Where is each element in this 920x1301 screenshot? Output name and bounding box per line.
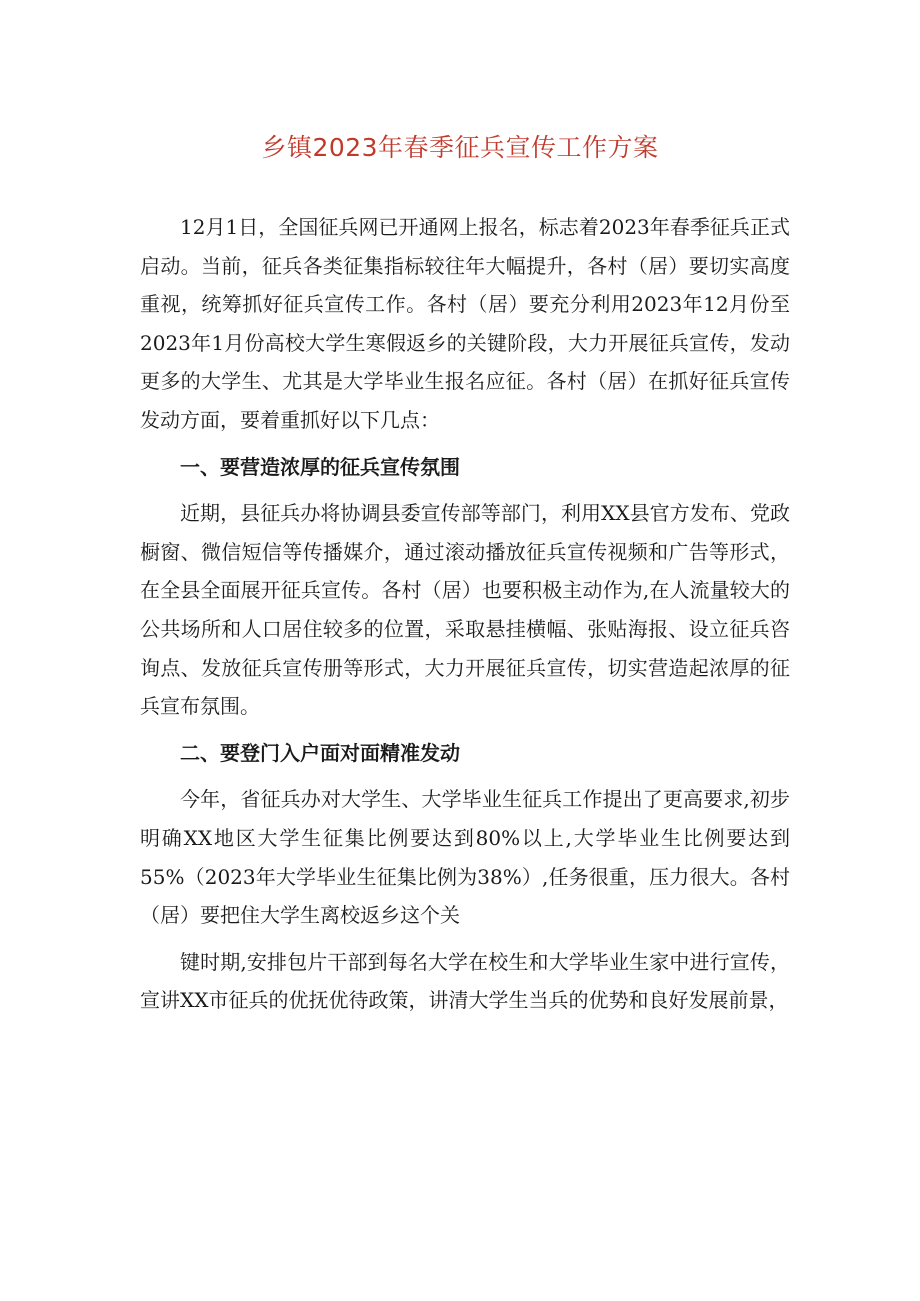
section-2-paragraph: 今年，省征兵办对大学生、大学毕业生征兵工作提出了更高要求,初步明确XX地区大学生征集比例要达到80%以上,大学毕业生比例要达到55%（2023年大学毕业生征集比例为38%）,任务很重，压力很大。各村（居）要把住大学生离校返乡这个关 <box>140 787 790 928</box>
document-title: 乡镇2023年春季征兵宣传工作方案 <box>261 133 659 162</box>
document-body <box>140 208 790 1020</box>
section-2-paragraph-continued: 键时期,安排包片干部到每名大学在校生和大学毕业生家中进行宣传，宣讲XX市征兵的优抚优待政策，讲清大学生当兵的优势和良好发展前景， <box>140 949 790 1013</box>
section-heading-2: 二、要登门入户面对面精准发动 <box>180 740 460 765</box>
section-1-paragraph: 近期，县征兵办将协调县委宣传部等部门，利用XX县官方发布、党政橱窗、微信短信等传播媒介，通过滚动播放征兵宣传视频和广告等形式，在全县全面展开征兵宣传。各村（居）也要积极主动作为,在人流量较大的公共场所和人口居住较多的位置，采取悬挂横幅、张贴海报、设立征兵咨询点、发放征兵宣传册等形式，大力开展征兵宣传，切实营造起浓厚的征兵宣布氛围。 <box>140 501 790 719</box>
intro-paragraph: 12月1日，全国征兵网已开通网上报名，标志着2023年春季征兵正式启动。当前，征兵各类征集指标较往年大幅提升，各村（居）要切实高度重视，统筹抓好征兵宣传工作。各村（居）要充分利用2023年12月份至2023年1月份高校大学生寒假返乡的关键阶段，大力开展征兵宣传，发动更多的大学生、尤其是大学毕业生报名应征。各村（居）在抓好征兵宣传发动方面，要着重抓好以下几点： <box>140 215 790 432</box>
section-heading-1: 一、要营造浓厚的征兵宣传氛围 <box>180 454 460 479</box>
